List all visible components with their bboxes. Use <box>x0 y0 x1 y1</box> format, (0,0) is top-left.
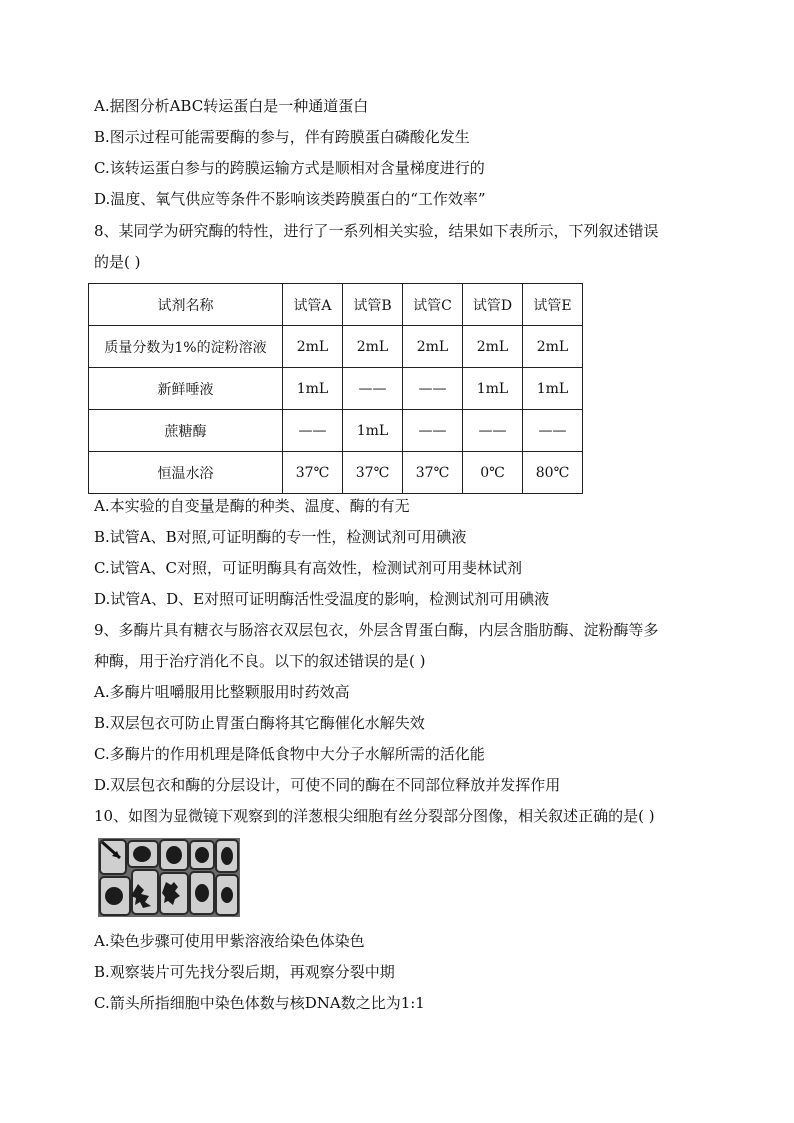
q9-option-a: A.多酶片咀嚼服用比整颗服用时药效高 <box>94 683 350 701</box>
table-cell: 1mL <box>283 368 343 410</box>
table-cell: 蔗糖酶 <box>89 410 283 452</box>
q9-option-b: B.双层包衣可防止胃蛋白酶将其它酶催化水解失效 <box>94 714 425 732</box>
q8-option-b: B.试管A、B对照,可证明酶的专一性，检测试剂可用碘液 <box>94 528 467 546</box>
table-cell: —— <box>463 410 523 452</box>
table-cell: 质量分数为1%的淀粉溶液 <box>89 326 283 368</box>
q9-stem-line1: 9、多酶片具有糖衣与肠溶衣双层包衣，外层含胃蛋白酶，内层含脂肪酶、淀粉酶等多 <box>94 621 659 639</box>
q9-option-d: D.双层包衣和酶的分层设计，可使不同的酶在不同部位释放并发挥作用 <box>94 776 561 794</box>
q8-stem-line2: 的是( ) <box>94 253 141 271</box>
q7-option-c: C.该转运蛋白参与的跨膜运输方式是顺相对含量梯度进行的 <box>94 159 485 177</box>
table-cell: —— <box>403 368 463 410</box>
q8-option-d: D.试管A、D、E对照可证明酶活性受温度的影响，检测试剂可用碘液 <box>94 590 550 608</box>
table-header-cell: 试剂名称 <box>89 284 283 326</box>
table-cell: 新鲜唾液 <box>89 368 283 410</box>
q10-stem: 10、如图为显微镜下观察到的洋葱根尖细胞有丝分裂部分图像，相关叙述正确的是( ) <box>94 807 655 825</box>
table-row <box>89 368 583 410</box>
experiment-table <box>88 283 583 494</box>
table-row <box>89 452 583 494</box>
table-row <box>89 326 583 368</box>
table-cell: 2mL <box>523 326 583 368</box>
table-cell: —— <box>283 410 343 452</box>
q8-stem-line1: 8、某同学为研究酶的特性，进行了一系列相关实验，结果如下表所示，下列叙述错误 <box>94 222 659 240</box>
table-row <box>89 410 583 452</box>
microscope-image <box>98 838 240 917</box>
table-cell: 2mL <box>283 326 343 368</box>
table-cell: 0℃ <box>463 452 523 494</box>
table-cell: 1mL <box>343 410 403 452</box>
table-cell: —— <box>343 368 403 410</box>
table-cell: 2mL <box>343 326 403 368</box>
table-cell: 37℃ <box>403 452 463 494</box>
q7-option-d: D.温度、氧气供应等条件不影响该类跨膜蛋白的“工作效率” <box>94 190 486 208</box>
q8-option-a: A.本实验的自变量是酶的种类、温度、酶的有无 <box>94 497 410 515</box>
table-header-cell: 试管B <box>343 284 403 326</box>
q10-option-a: A.染色步骤可使用甲紫溶液给染色体染色 <box>94 932 365 950</box>
table-cell: 37℃ <box>283 452 343 494</box>
table-header-row <box>89 284 583 326</box>
q10-option-c: C.箭头所指细胞中染色体数与核DNA数之比为1:1 <box>94 994 425 1012</box>
table-header-cell: 试管A <box>283 284 343 326</box>
table-header-cell: 试管D <box>463 284 523 326</box>
table-cell: 37℃ <box>343 452 403 494</box>
table-header-cell: 试管E <box>523 284 583 326</box>
table-cell: 2mL <box>403 326 463 368</box>
table-cell: 恒温水浴 <box>89 452 283 494</box>
q10-option-b: B.观察装片可先找分裂后期，再观察分裂中期 <box>94 963 395 981</box>
table-cell: 1mL <box>463 368 523 410</box>
q7-option-b: B.图示过程可能需要酶的参与，伴有跨膜蛋白磷酸化发生 <box>94 128 470 146</box>
table-header-cell: 试管C <box>403 284 463 326</box>
q7-option-a: A.据图分析ABC转运蛋白是一种通道蛋白 <box>94 97 369 115</box>
q9-stem-line2: 种酶，用于治疗消化不良。以下的叙述错误的是( ) <box>94 652 426 670</box>
table-cell: —— <box>523 410 583 452</box>
q9-option-c: C.多酶片的作用机理是降低食物中大分子水解所需的活化能 <box>94 745 485 763</box>
table-cell: 1mL <box>523 368 583 410</box>
table-cell: —— <box>403 410 463 452</box>
q8-option-c: C.试管A、C对照，可证明酶具有高效性，检测试剂可用斐林试剂 <box>94 559 523 577</box>
table-cell: 80℃ <box>523 452 583 494</box>
table-cell: 2mL <box>463 326 523 368</box>
onion-root-tip-cells-illustration <box>98 838 240 917</box>
